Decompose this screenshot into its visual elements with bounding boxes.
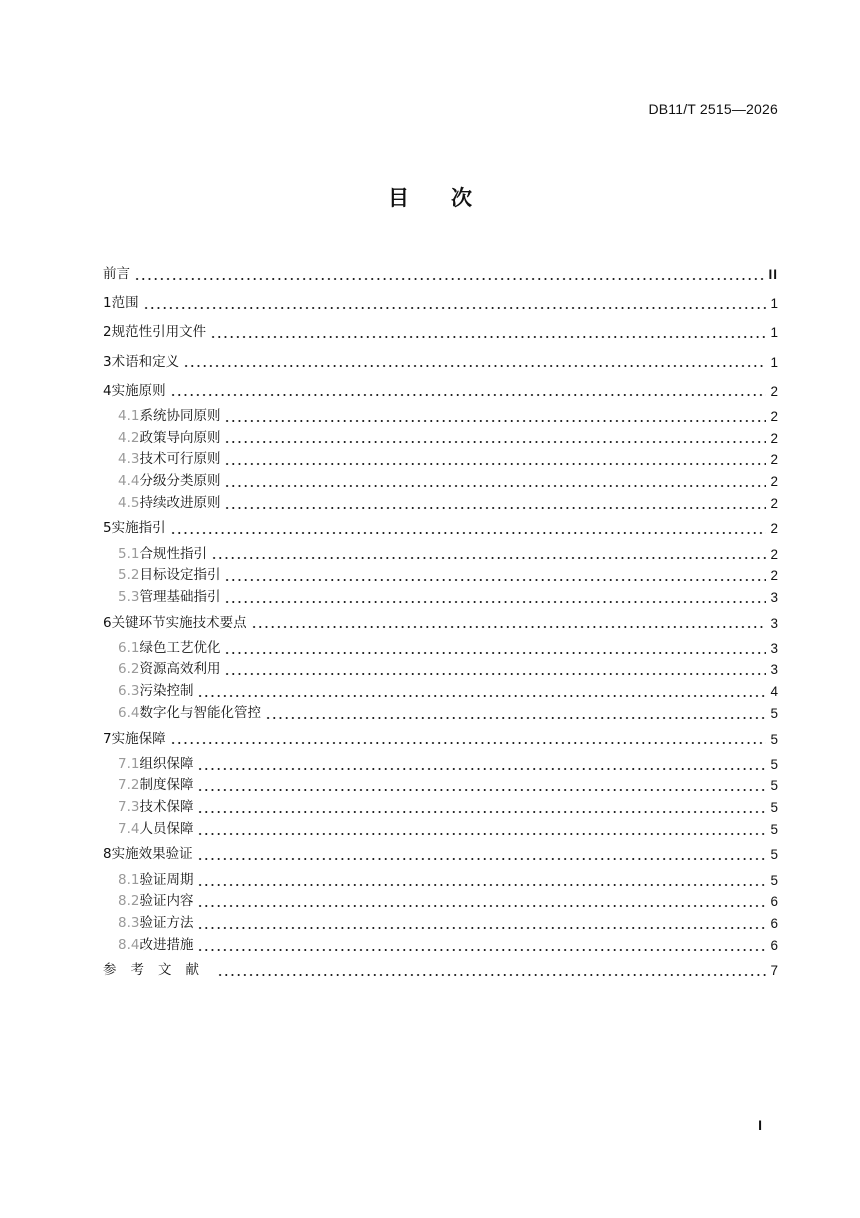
toc-entry-page: 2 <box>770 521 778 537</box>
toc-entry-number: 8.1 <box>118 871 140 888</box>
toc-entry-number: 7 <box>103 730 112 747</box>
toc-entry-page: 2 <box>770 383 778 399</box>
toc-entry-title: 人员保障 <box>139 820 194 837</box>
toc-entry-number: 6.3 <box>118 683 140 700</box>
toc-entry-page: 2 <box>770 495 778 511</box>
toc-entry-title: 范围 <box>111 295 139 312</box>
toc-entry-title: 验证内容 <box>139 893 194 910</box>
toc-entry-title: 制度保障 <box>139 777 194 794</box>
toc-dot-leader <box>265 713 767 722</box>
toc-entry-number: 6.4 <box>118 704 140 721</box>
toc-entry-number: 7.3 <box>118 799 140 816</box>
toc-entry-section[interactable] <box>103 797 778 819</box>
toc-entry-section[interactable] <box>103 819 778 841</box>
toc-entry-title: 规范性引用文件 <box>111 324 207 341</box>
toc-entry-section[interactable] <box>103 660 778 682</box>
toc-entry-section[interactable] <box>103 913 778 935</box>
toc-entry-section[interactable] <box>103 754 778 776</box>
toc-entry-title: 前言 <box>103 265 130 282</box>
toc-dot-leader <box>170 391 767 400</box>
toc-entry-section[interactable] <box>103 703 778 725</box>
toc-entry-chapter[interactable] <box>103 289 778 318</box>
toc-entry-title: 术语和定义 <box>111 353 180 370</box>
toc-entry-page: 2 <box>770 408 778 424</box>
toc-entry-page: 5 <box>770 847 778 863</box>
toc-dot-leader <box>197 855 767 864</box>
toc-entry-number: 8.3 <box>118 915 140 932</box>
toc-entry-section[interactable] <box>103 493 778 515</box>
toc-entry-title: 绿色工艺优化 <box>139 639 221 656</box>
toc-dot-leader <box>197 902 766 911</box>
toc-dot-leader <box>217 971 766 980</box>
toc-dot-leader <box>197 945 766 954</box>
toc-entry-title: 验证周期 <box>139 871 194 888</box>
toc-entry-number: 4.4 <box>118 472 140 489</box>
toc-entry-page: 5 <box>770 705 778 721</box>
toc-entry-section[interactable] <box>103 681 778 703</box>
toc-dot-leader <box>170 528 767 537</box>
toc-dot-leader <box>224 648 766 657</box>
toc-dot-leader <box>224 597 766 606</box>
toc-entry-section[interactable] <box>103 428 778 450</box>
toc-entry-page: 5 <box>770 778 778 794</box>
toc-entry-number: 1 <box>103 295 112 312</box>
toc-entry-number: 4 <box>103 382 112 399</box>
toc-entry-title: 持续改进原则 <box>139 494 221 511</box>
toc-entry-title: 实施指引 <box>111 520 166 537</box>
toc-entry-number: 5.2 <box>118 567 140 584</box>
toc-entry-title: 系统协同原则 <box>139 407 221 424</box>
toc-dot-leader <box>183 362 766 371</box>
toc-dot-leader <box>143 303 767 312</box>
toc-entry-section[interactable] <box>103 471 778 493</box>
toc-entry-section[interactable] <box>103 870 778 892</box>
toc-entry-section[interactable] <box>103 935 778 957</box>
toc-dot-leader <box>224 438 766 447</box>
toc-title: 目 次 <box>388 186 472 210</box>
toc-entry-chapter[interactable] <box>103 514 778 543</box>
toc-entry-number: 6.2 <box>118 661 140 678</box>
toc-entry-number: 7.2 <box>118 777 140 794</box>
toc-entry-page: 3 <box>770 589 778 605</box>
toc-entry-page: 2 <box>770 430 778 446</box>
toc-entry-page: 3 <box>770 640 778 656</box>
toc-entry-number: 5.3 <box>118 588 140 605</box>
toc-dot-leader <box>224 576 766 585</box>
toc-entry-title: 验证方法 <box>139 915 194 932</box>
toc-entry-number: 4.1 <box>118 407 140 424</box>
toc-entry-page: 2 <box>770 473 778 489</box>
toc-entry-title: 改进措施 <box>139 936 194 953</box>
toc-entry-page: 5 <box>770 800 778 816</box>
toc-entry-title: 技术保障 <box>139 799 194 816</box>
toc-dot-leader <box>197 807 766 816</box>
toc-entry-page: 5 <box>770 872 778 888</box>
toc-entry-title: 技术可行原则 <box>139 451 221 468</box>
toc-entry-page: 4 <box>770 684 778 700</box>
toc-dot-leader <box>197 692 766 701</box>
toc-entry-page: 1 <box>770 354 778 370</box>
toc-dot-leader <box>197 764 766 773</box>
toc-entry-number: 6 <box>103 614 112 631</box>
toc-entry-section[interactable] <box>103 891 778 913</box>
toc-entry-chapter[interactable] <box>103 841 778 870</box>
toc-entry-section[interactable] <box>103 638 778 660</box>
toc-dot-leader <box>197 880 766 889</box>
toc-entry-title: 实施原则 <box>111 382 166 399</box>
toc-entry-page: 2 <box>770 546 778 562</box>
toc-entry-number: 7.4 <box>118 820 140 837</box>
toc-entry-number: 7.1 <box>118 755 140 772</box>
toc-entry-page: 3 <box>770 615 778 631</box>
toc-entry-page: 5 <box>770 821 778 837</box>
page-number: I <box>758 1117 762 1133</box>
toc-entry-chapter[interactable] <box>103 609 778 638</box>
toc-entry-number: 4.5 <box>118 494 140 511</box>
toc-entry-number: 4.2 <box>118 429 140 446</box>
toc-dot-leader <box>170 739 767 748</box>
toc-dot-leader <box>224 416 766 425</box>
toc-entry-page: 1 <box>770 325 778 341</box>
toc-entry-page: 7 <box>770 963 778 979</box>
toc-entry-number: 5.1 <box>118 545 140 562</box>
toc-dot-leader <box>210 332 766 341</box>
toc-entry-title: 资源高效利用 <box>139 661 221 678</box>
toc-entry-section[interactable] <box>103 544 778 566</box>
toc-dot-leader <box>211 554 767 563</box>
toc-entry-number: 3 <box>103 353 112 370</box>
toc-entry-page: II <box>768 266 778 282</box>
toc-entry-page: 2 <box>770 568 778 584</box>
toc-entry-title: 合规性指引 <box>139 545 207 562</box>
toc-entry-title: 实施保障 <box>111 730 166 747</box>
toc-entry-chapter[interactable] <box>103 318 778 347</box>
toc-entry-title: 管理基础指引 <box>139 588 221 605</box>
toc-dot-leader <box>224 670 766 679</box>
toc-entry-title: 目标设定指引 <box>139 567 221 584</box>
toc-entry-page: 2 <box>770 452 778 468</box>
toc-entry-chapter[interactable] <box>103 260 778 289</box>
toc-dot-leader <box>134 274 764 283</box>
toc-entry-page: 3 <box>770 662 778 678</box>
toc-dot-leader <box>197 829 766 838</box>
toc-entry-page: 1 <box>770 296 778 312</box>
toc-entry-title: 参考文献 <box>103 962 213 979</box>
toc-entry-number: 2 <box>103 324 112 341</box>
toc-entry-title: 组织保障 <box>139 755 194 772</box>
toc-entry-title: 实施效果验证 <box>111 846 193 863</box>
toc-entry-chapter[interactable] <box>103 725 778 754</box>
toc-entry-title: 分级分类原则 <box>139 472 221 489</box>
table-of-contents <box>103 260 778 986</box>
toc-entry-number: 4.3 <box>118 451 140 468</box>
toc-dot-leader <box>197 786 766 795</box>
toc-entry-section[interactable] <box>103 775 778 797</box>
toc-entry-number: 8 <box>103 846 112 863</box>
toc-entry-number: 8.2 <box>118 893 140 910</box>
toc-entry-page: 6 <box>770 894 778 910</box>
toc-entry-chapter[interactable] <box>103 348 778 377</box>
toc-entry-title: 关键环节实施技术要点 <box>111 614 247 631</box>
toc-entry-page: 5 <box>770 731 778 747</box>
toc-entry-number: 6.1 <box>118 639 140 656</box>
toc-dot-leader <box>224 481 766 490</box>
toc-entry-section[interactable] <box>103 565 778 587</box>
toc-entry-chapter[interactable] <box>103 956 778 985</box>
toc-entry-page: 5 <box>770 756 778 772</box>
toc-entry-title: 污染控制 <box>139 683 194 700</box>
toc-dot-leader <box>224 503 766 512</box>
toc-entry-section[interactable] <box>103 449 778 471</box>
toc-entry-number: 8.4 <box>118 936 140 953</box>
toc-dot-leader <box>197 923 766 932</box>
toc-dot-leader <box>224 460 766 469</box>
toc-entry-page: 6 <box>770 937 778 953</box>
toc-entry-section[interactable] <box>103 406 778 428</box>
toc-entry-number: 5 <box>103 520 112 537</box>
toc-entry-title: 政策导向原则 <box>139 429 221 446</box>
standard-code: DB11/T 2515—2026 <box>648 101 778 117</box>
toc-entry-chapter[interactable] <box>103 377 778 406</box>
toc-entry-title: 数字化与智能化管控 <box>139 704 261 721</box>
toc-entry-section[interactable] <box>103 587 778 609</box>
toc-dot-leader <box>251 623 767 632</box>
toc-entry-page: 6 <box>770 916 778 932</box>
